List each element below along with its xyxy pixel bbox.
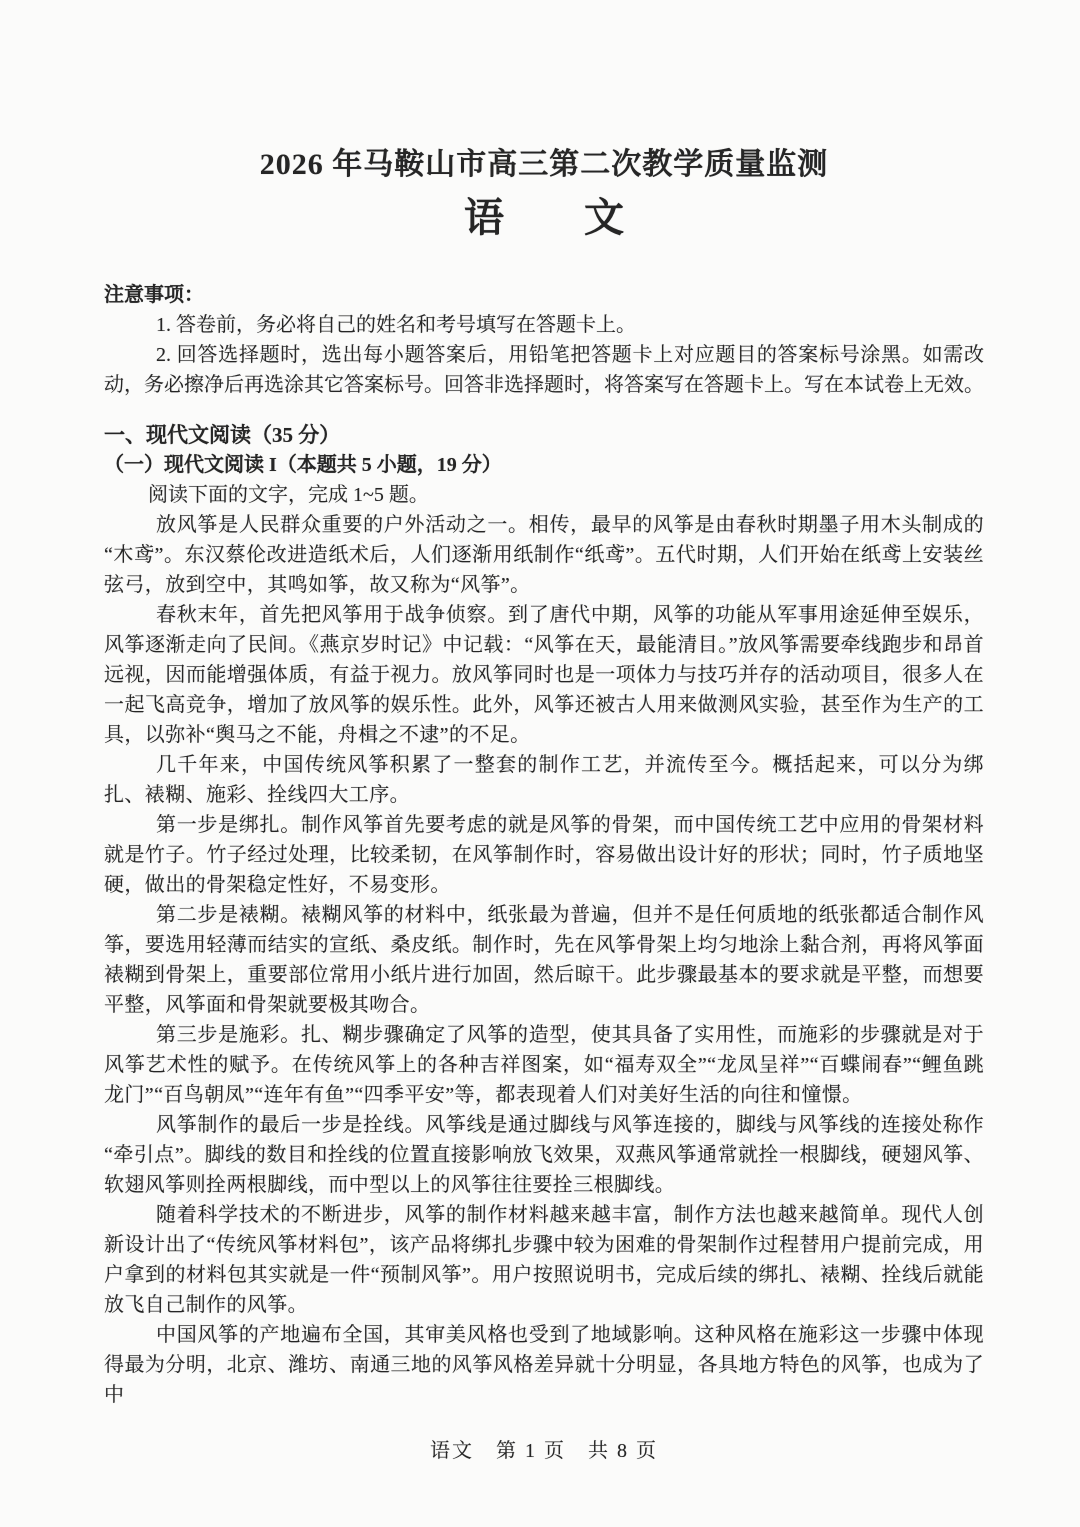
passage-paragraph: 春秋末年，首先把风筝用于战争侦察。到了唐代中期，风筝的功能从军事用途延伸至娱乐，风筝逐渐走向了民间。《燕京岁时记》中记载：“风筝在天，最能清目。”放风筝需要牵线跑步和昂首远视，因而能增强体质，有益于视力。放风筝同时也是一项体力与技巧并存的活动项目，很多人在一起飞高竞争，增加了放风筝的娱乐性。此外，风筝还被古人用来做测风实验，甚至作为生产的工具，以弥补“舆马之不能，舟楫之不逮”的不足。 bbox=[104, 604, 984, 746]
subsection-heading: （一）现代文阅读 I（本题共 5 小题，19 分） bbox=[104, 454, 502, 476]
passage-paragraph: 第三步是施彩。扎、糊步骤确定了风筝的造型，使其具备了实用性，而施彩的步骤就是对于风筝艺术性的赋予。在传统风筝上的各种吉祥图案，如“福寿双全”“龙凤呈祥”“百蝶闹春”“鲤鱼跳龙门”“百鸟朝凤”“连年有鱼”“四季平安”等，都表现着人们对美好生活的向往和憧憬。 bbox=[104, 1024, 984, 1106]
notes-heading: 注意事项： bbox=[104, 284, 204, 306]
passage-paragraph: 几千年来，中国传统风筝积累了一整套的制作工艺，并流传至今。概括起来，可以分为绑扎、裱糊、施彩、拴线四大工序。 bbox=[104, 754, 984, 806]
note-item: 1. 答卷前，务必将自己的姓名和考号填写在答题卡上。 bbox=[156, 314, 636, 336]
subject-title: 语 文 bbox=[464, 195, 624, 240]
exam-title: 2026 年马鞍山市高三第二次教学质量监测 bbox=[259, 148, 829, 181]
reading-passage bbox=[104, 510, 984, 1410]
note-item: 2. 回答选择题时，选出每小题答案后，用铅笔把答题卡上对应题目的答案标号涂黑。如需改动，务必擦净后再选涂其它答案标号。回答非选择题时，将答案写在答题卡上。写在本试卷上无效。 bbox=[104, 344, 984, 396]
passage-paragraph: 随着科学技术的不断进步，风筝的制作材料越来越丰富，制作方法也越来越简单。现代人创新设计出了“传统风筝材料包”，该产品将绑扎步骤中较为困难的骨架制作过程替用户提前完成，用户拿到的材料包其实就是一件“预制风筝”。用户按照说明书，完成后续的绑扎、裱糊、拴线后就能放飞自己制作的风筝。 bbox=[104, 1204, 984, 1316]
passage-paragraph: 中国风筝的产地遍布全国，其审美风格也受到了地域影响。这种风格在施彩这一步骤中体现得最为分明，北京、潍坊、南通三地的风筝风格差异就十分明显，各具地方特色的风筝，也成为了中 bbox=[104, 1324, 984, 1406]
passage-paragraph: 第二步是裱糊。裱糊风筝的材料中，纸张最为普遍，但并不是任何质地的纸张都适合制作风筝，要选用轻薄而结实的宣纸、桑皮纸。制作时，先在风筝骨架上均匀地涂上黏合剂，再将风筝面裱糊到骨架上，重要部位常用小纸片进行加固，然后晾干。此步骤最基本的要求就是平整，而想要平整，风筝面和骨架就要极其吻合。 bbox=[104, 904, 984, 1016]
page-footer: 语文 第 1 页 共 8 页 bbox=[430, 1440, 658, 1462]
notes-section bbox=[104, 280, 984, 400]
reading-instruction: 阅读下面的文字，完成 1~5 题。 bbox=[148, 484, 429, 506]
passage-paragraph: 放风筝是人民群众重要的户外活动之一。相传，最早的风筝是由春秋时期墨子用木头制成的“木鸢”。东汉蔡伦改进造纸术后，人们逐渐用纸制作“纸鸢”。五代时期，人们开始在纸鸢上安装丝弦弓，放到空中，其鸣如筝，故又称为“风筝”。 bbox=[104, 514, 984, 596]
section-heading: 一、现代文阅读（35 分） bbox=[104, 423, 341, 447]
passage-paragraph: 第一步是绑扎。制作风筝首先要考虑的就是风筝的骨架，而中国传统工艺中应用的骨架材料就是竹子。竹子经过处理，比较柔韧，在风筝制作时，容易做出设计好的形状；同时，竹子质地坚硬，做出的骨架稳定性好，不易变形。 bbox=[104, 814, 984, 896]
passage-paragraph: 风筝制作的最后一步是拴线。风筝线是通过脚线与风筝连接的，脚线与风筝线的连接处称作“牵引点”。脚线的数目和拴线的位置直接影响放飞效果，双燕风筝通常就拴一根脚线，硬翅风筝、软翅风筝则拴两根脚线，而中型以上的风筝往往要拴三根脚线。 bbox=[104, 1114, 984, 1196]
